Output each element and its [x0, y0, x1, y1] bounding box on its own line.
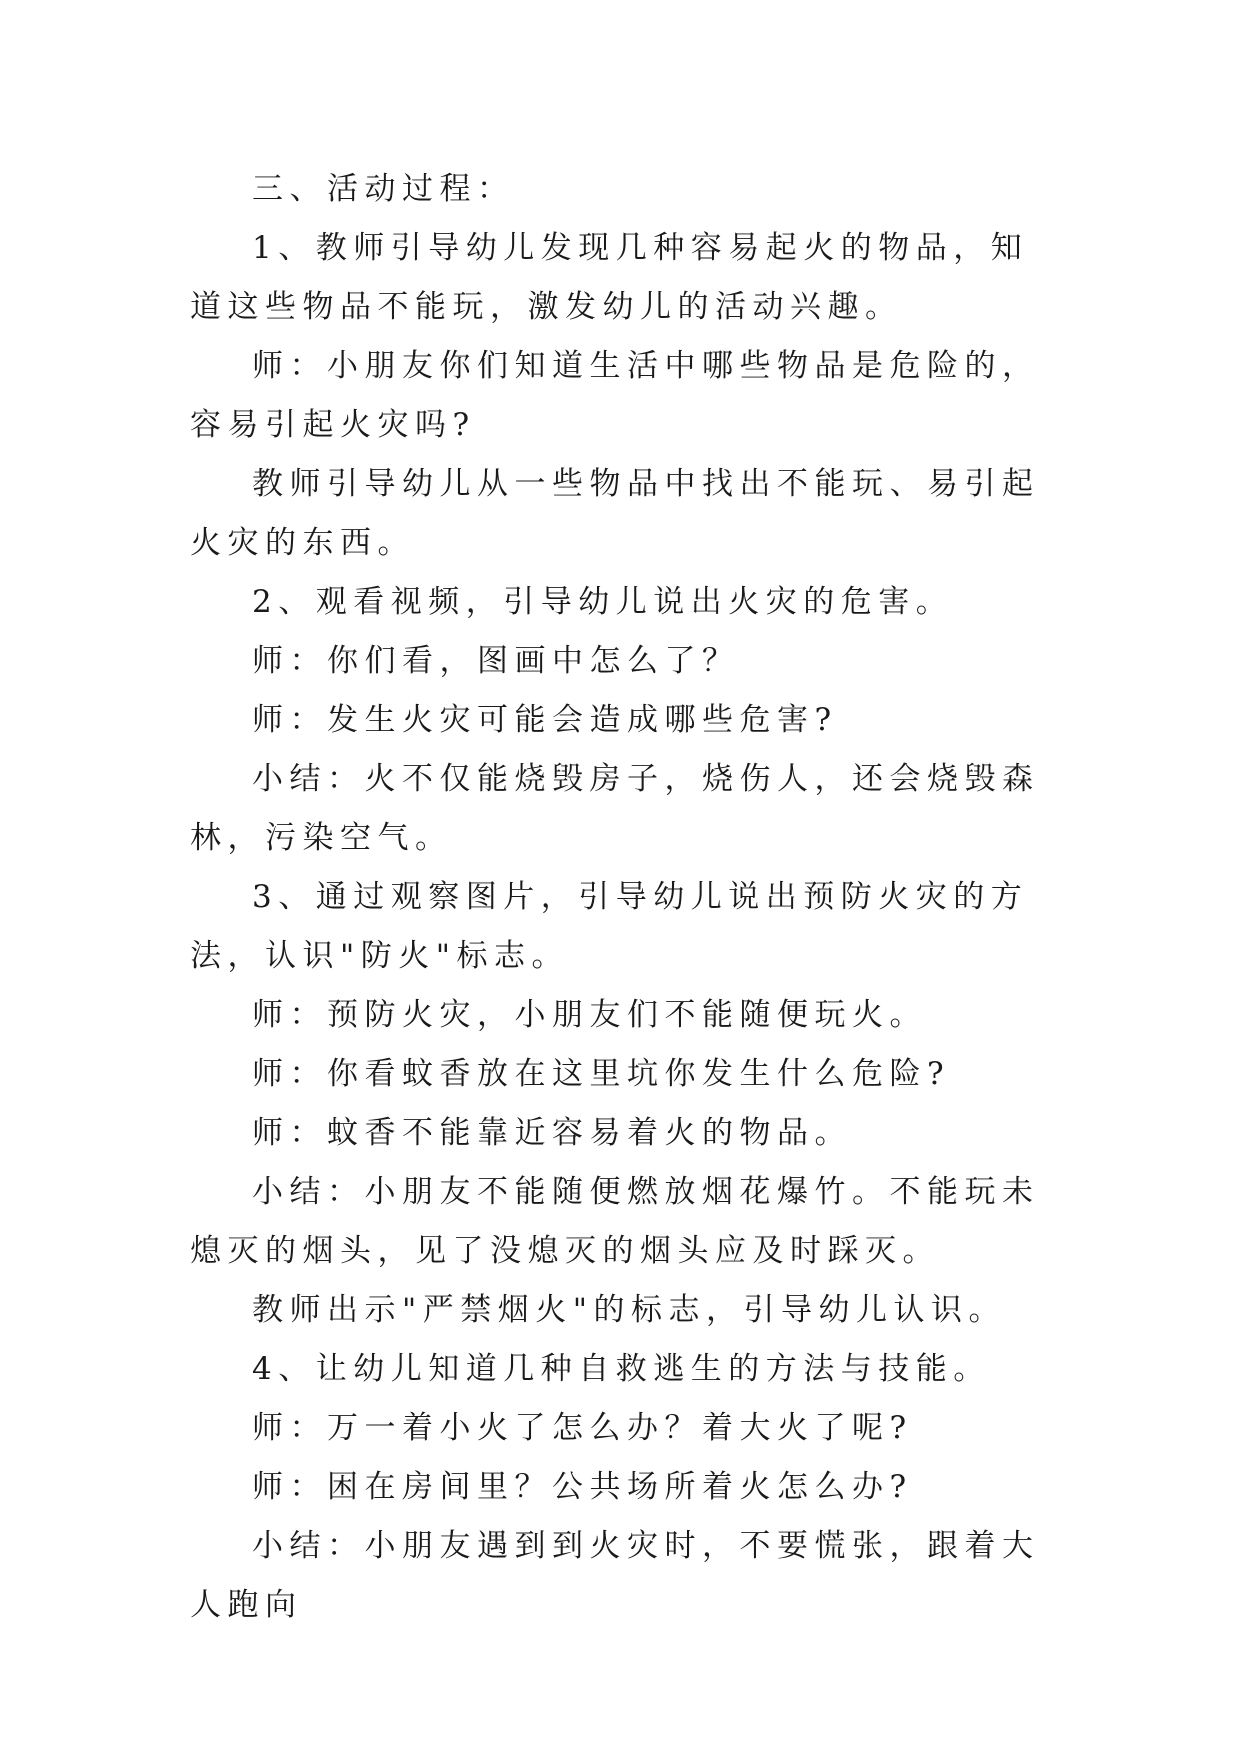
paragraph: 4、让幼儿知道几种自救逃生的方法与技能。 [252, 1351, 991, 1387]
paragraph: 小结：火不仅能烧毁房子，烧伤人，还会烧毁森林，污染空气。 [190, 761, 1040, 856]
paragraph: 师：万一着小火了怎么办？着大火了呢? [252, 1410, 913, 1446]
paragraph: 3、通过观察图片，引导幼儿说出预防火灾的方法，认识"防火"标志。 [190, 879, 1029, 974]
paragraph: 教师出示"严禁烟火"的标志，引导幼儿认识。 [252, 1292, 1007, 1328]
paragraph: 1、教师引导幼儿发现几种容易起火的物品，知道这些物品不能玩，激发幼儿的活动兴趣。 [190, 230, 1029, 325]
paragraph: 师：小朋友你们知道生活中哪些物品是危险的，容易引起火灾吗? [190, 348, 1040, 443]
paragraph: 师：你看蚊香放在这里坑你发生什么危险? [252, 1056, 951, 1092]
document-body [190, 160, 1060, 1635]
paragraph: 师：预防火灾，小朋友们不能随便玩火。 [252, 997, 927, 1033]
paragraph: 师：蚊香不能靠近容易着火的物品。 [252, 1115, 852, 1151]
section-heading: 三、活动过程： [252, 171, 515, 207]
paragraph: 小结：小朋友不能随便燃放烟花爆竹。不能玩未熄灭的烟头，见了没熄灭的烟头应及时踩灭。 [190, 1174, 1040, 1269]
paragraph: 师：发生火灾可能会造成哪些危害? [252, 702, 838, 738]
paragraph: 师：你们看，图画中怎么了？ [252, 643, 740, 679]
paragraph: 师：困在房间里？公共场所着火怎么办? [252, 1469, 913, 1505]
paragraph: 小结：小朋友遇到到火灾时，不要慌张，跟着大人跑向 [190, 1528, 1040, 1623]
paragraph: 教师引导幼儿从一些物品中找出不能玩、易引起火灾的东西。 [190, 466, 1040, 561]
paragraph: 2、观看视频，引导幼儿说出火灾的危害。 [252, 584, 954, 620]
